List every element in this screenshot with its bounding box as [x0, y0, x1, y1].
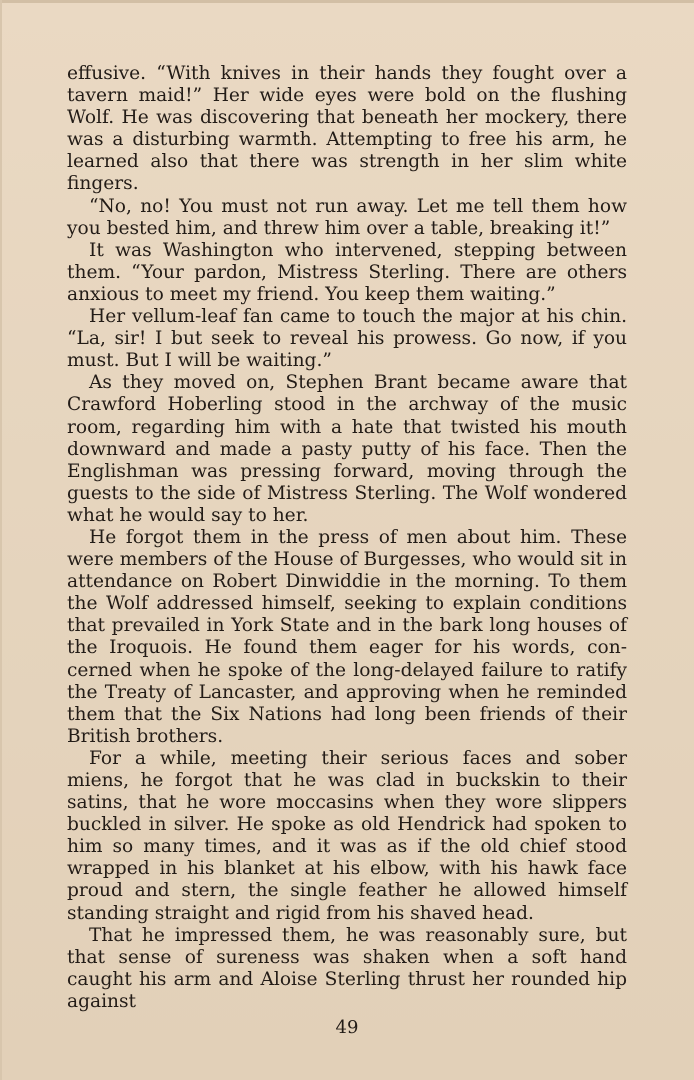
paragraph-5: As they moved on, Stephen Brant became aware that Crawford Hoberling stood in the archway of the music room, regarding him with a hate that twisted his mouth downward and made a pasty putty of his face. Then the Englishman was pressing forward, moving through the guests to the side of Mistress Sterling. The Wolf wondered what he would say to her. — [67, 372, 627, 526]
paragraph-4: Her vellum-leaf fan came to touch the major at his chin. “La, sir! I but seek to reveal his prowess. Go now, if you must. But I will be waiting.” — [67, 306, 627, 372]
paragraph-8: That he impressed them, he was reasonably sure, but that sense of sureness was shaken when a soft hand caught his arm and Aloise Sterling thrust her rounded hip against — [67, 924, 627, 1012]
page-number: 49 — [335, 1017, 359, 1038]
page-top-edge — [0, 0, 694, 3]
paragraph-6: He forgot them in the press of men about him. These were members of the House of Burgesses, who would sit in attendance on Robert Dinwiddie in the morning. To them the Wolf addressed himself, seeking to explain conditions that prevailed in York State and in the bark long houses of the Iroquois. He found them eager for his words, concerned when he spoke of the long-delayed failure to ratify the Treaty of Lancaster, and approving when he reminded them that the Six Nations had long been friends of their British brothers. — [67, 526, 627, 747]
page-left-edge — [0, 0, 2, 1080]
paragraph-3: It was Washington who intervened, stepping between them. “Your pardon, Mistress Sterling. There are others anxious to meet my friend. You keep them waiting.” — [67, 239, 627, 305]
body-text — [67, 63, 627, 1013]
paragraph-7: For a while, meeting their serious faces and sober miens, he forgot that he was clad in buckskin to their satins, that he wore moccasins when they wore slippers buckled in silver. He spoke as old Hendrick had spoken to him so many times, and it was as if the old chief stood wrapped in his blanket at his elbow, with his hawk face proud and stern, the single feather he allowed himself standing straight and rigid from his shaved head. — [67, 747, 627, 924]
paragraph-1: effusive. “With knives in their hands they fought over a tavern maid!” Her wide eyes were bold on the flushing Wolf. He was discovering that beneath her mockery, there was a disturbing warmth. Attempting to free his arm, he learned also that there was strength in her slim white fingers. — [67, 63, 627, 195]
paragraph-2: “No, no! You must not run away. Let me tell them how you bested him, and threw him over a table, breaking it!” — [67, 195, 627, 239]
